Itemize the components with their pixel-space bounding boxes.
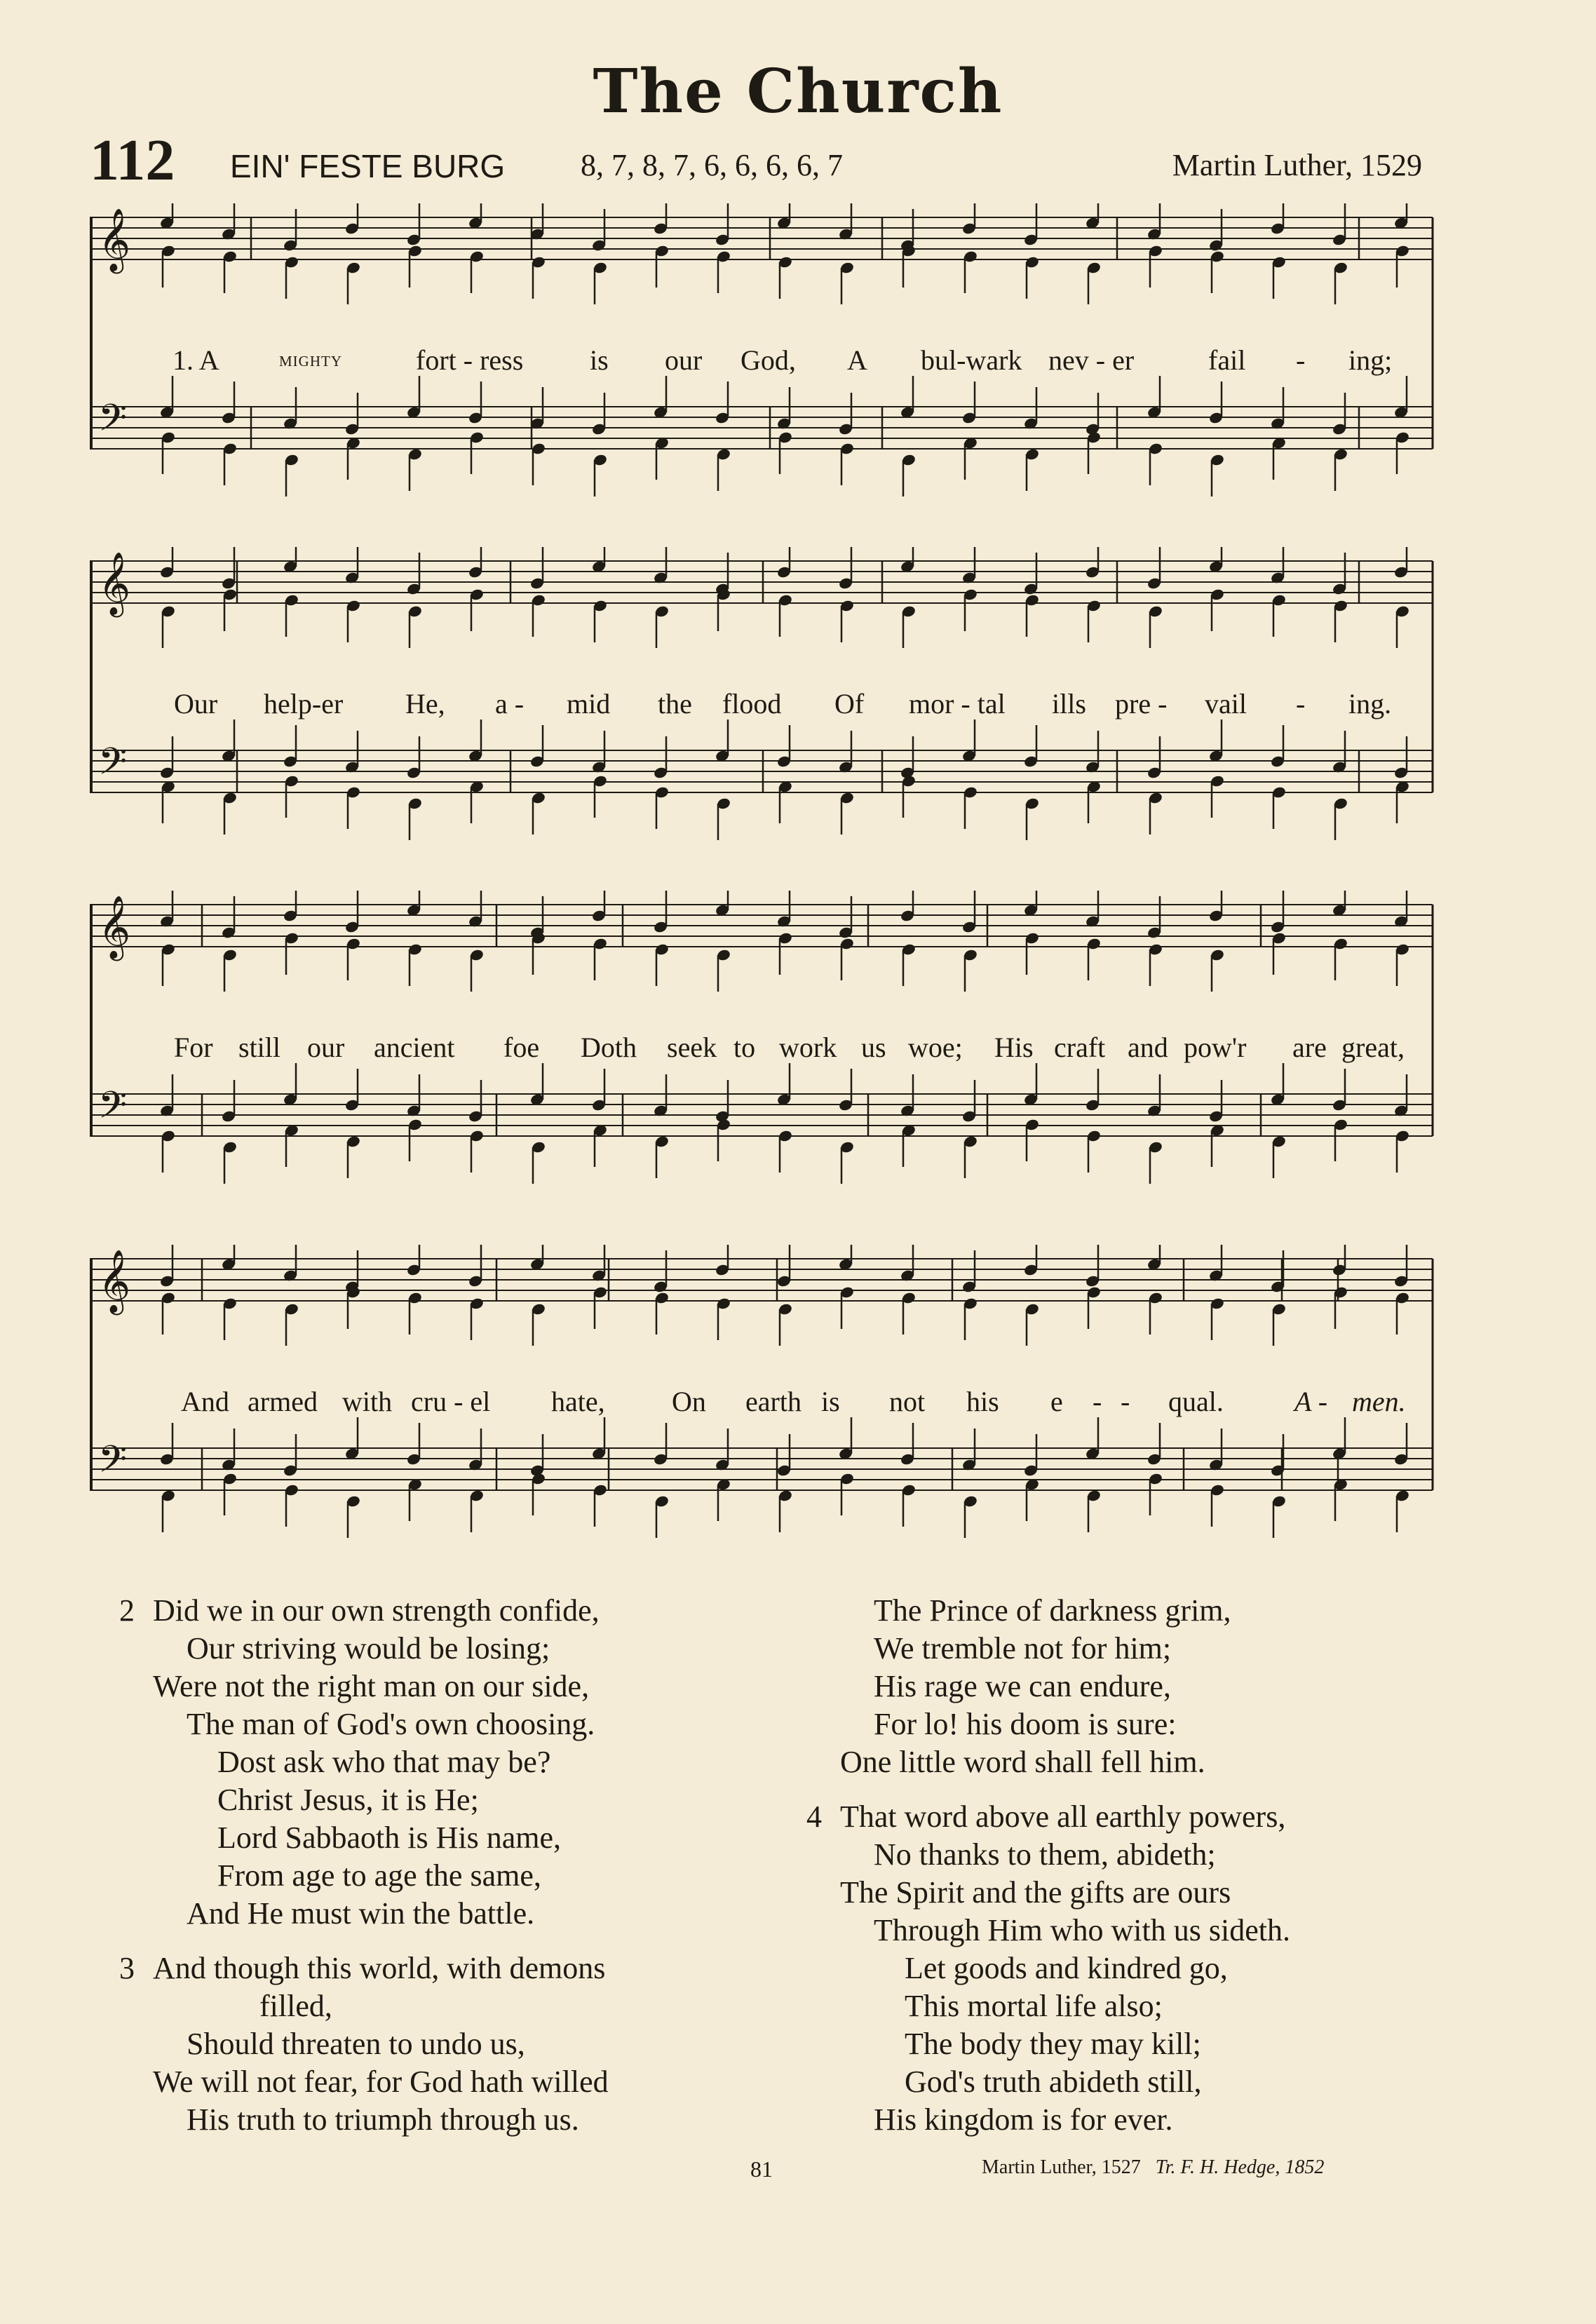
lyric-line-4	[90, 1385, 1436, 1424]
verse-line: And though this world, with demons	[153, 1951, 606, 1985]
lyric-word: and	[1128, 1032, 1168, 1063]
lyric-word: fail	[1208, 344, 1246, 376]
verse-number: 4	[806, 1799, 822, 1834]
lyric-word: us	[861, 1032, 886, 1063]
bass-clef-icon: 𝄢	[98, 1084, 128, 1136]
bass-clef-icon: 𝄢	[98, 397, 128, 449]
lyric-word: pre -	[1115, 688, 1168, 720]
bass-clef-icon: 𝄢	[98, 1438, 128, 1490]
page-number: 81	[750, 2156, 773, 2182]
verse-line: Christ Jesus, it is He;	[217, 1783, 479, 1817]
lyric-word: God,	[740, 344, 796, 376]
credit-translator: Tr. F. H. Hedge, 1852	[1155, 2156, 1325, 2178]
verse-line: We will not fear, for God hath willed	[153, 2065, 609, 2099]
composer: Martin Luther, 1529	[1172, 148, 1422, 182]
treble-clef-icon: 𝄞	[98, 208, 131, 271]
verse-column-left	[119, 1592, 785, 2156]
verse-line: We tremble not for him;	[874, 1631, 1172, 1666]
lyric-word: with	[342, 1386, 393, 1417]
lyric-word: Of	[834, 688, 865, 720]
lyric-word: vail	[1205, 688, 1247, 720]
lyric-word: A	[847, 344, 867, 376]
bass-clef-icon: 𝄢	[98, 741, 128, 792]
verse-line: filled,	[259, 1989, 332, 2023]
verse-line: For lo! his doom is sure:	[874, 1707, 1177, 1741]
lyric-word: qual.	[1168, 1386, 1224, 1417]
verse-line: Our striving would be losing;	[187, 1631, 550, 1666]
lyric-word: flood	[722, 688, 782, 720]
verse-line: Dost ask who that may be?	[217, 1745, 551, 1779]
lyric-word: mighty	[279, 348, 342, 371]
lyric-word: armed	[248, 1386, 318, 1417]
lyric-word: Doth	[581, 1032, 637, 1063]
verse-line: His kingdom is for ever.	[874, 2102, 1173, 2137]
verse-line: And He must win the battle.	[187, 1896, 535, 1931]
lyric-word: is	[821, 1386, 840, 1417]
lyric-word: -	[1296, 688, 1306, 720]
lyric-word: Our	[174, 688, 218, 720]
tune-name: EIN' FESTE BURG	[230, 148, 506, 184]
verse-number: 2	[119, 1593, 135, 1628]
lyric-word: He,	[405, 688, 445, 720]
lyric-line-3	[90, 1031, 1436, 1070]
verse-line: The man of God's own choosing.	[187, 1707, 595, 1741]
verse-line: This mortal life also;	[905, 1989, 1163, 2023]
lyric-word: 1. A	[173, 344, 219, 376]
lyric-word: a -	[495, 688, 525, 720]
lyric-word: great,	[1341, 1032, 1405, 1063]
verse-line: From age to age the same,	[217, 1858, 541, 1893]
lyric-line-2	[90, 687, 1436, 727]
credit-author: Martin Luther, 1527	[982, 2156, 1141, 2178]
lyric-word: not	[889, 1386, 926, 1417]
lyric-word: foe	[503, 1032, 540, 1063]
lyric-word: His	[994, 1032, 1034, 1063]
lyric-word: -	[1296, 344, 1306, 376]
verse-line: The Spirit and the gifts are ours	[840, 1875, 1231, 1910]
verse-2	[119, 1592, 785, 1933]
hymn-number: 112	[90, 128, 175, 193]
lyric-word: help-er	[264, 688, 344, 720]
lyric-word: A -	[1294, 1386, 1328, 1417]
verse-line: That word above all earthly powers,	[840, 1799, 1286, 1834]
lyric-word: earth	[745, 1386, 802, 1417]
lyric-word: work	[779, 1032, 837, 1063]
lyric-word: pow'r	[1184, 1032, 1247, 1063]
verse-3-continued	[806, 1592, 1473, 1781]
verse-line: Lord Sabbaoth is His name,	[217, 1820, 562, 1855]
lyric-word: ing;	[1348, 344, 1393, 376]
meter: 8, 7, 8, 7, 6, 6, 6, 6, 7	[581, 148, 843, 182]
verse-line: Were not the right man on our side,	[153, 1669, 590, 1703]
lyric-word: the	[658, 688, 692, 720]
lyric-word: our	[307, 1032, 345, 1063]
verse-line: The Prince of darkness grim,	[874, 1593, 1231, 1628]
lyric-word: seek	[667, 1032, 717, 1063]
treble-clef-icon: 𝄞	[98, 552, 131, 615]
lyric-word: to	[733, 1032, 756, 1063]
lyric-word: are	[1292, 1032, 1327, 1063]
credits	[982, 2156, 1324, 2179]
lyric-word: our	[665, 344, 703, 376]
verse-line: His truth to triumph through us.	[187, 2102, 579, 2137]
lyric-word: e	[1050, 1386, 1063, 1417]
lyric-word: fort - ress	[416, 344, 524, 376]
lyric-word: his	[966, 1386, 999, 1417]
verse-text	[119, 1592, 1487, 2167]
lyric-word: ing.	[1348, 688, 1392, 720]
lyric-word: -	[1093, 1386, 1102, 1417]
lyric-word: hate,	[551, 1386, 605, 1417]
verse-4	[806, 1798, 1473, 2139]
lyric-word: And	[181, 1386, 229, 1417]
verse-line: God's truth abideth still,	[905, 2065, 1202, 2099]
verse-line: Did we in our own strength confide,	[153, 1593, 600, 1628]
lyric-word: For	[174, 1032, 213, 1063]
lyric-word: still	[238, 1032, 281, 1063]
lyric-line-1	[90, 344, 1436, 383]
music-system-3	[90, 891, 1436, 1213]
lyric-word: ancient	[374, 1032, 455, 1063]
music-system-4	[90, 1245, 1436, 1567]
verse-line: His rage we can endure,	[874, 1669, 1171, 1703]
page-heading: The Church	[593, 56, 1003, 127]
lyric-word: is	[590, 344, 609, 376]
verse-line: No thanks to them, abideth;	[874, 1837, 1216, 1872]
music-system-1	[90, 203, 1436, 526]
lyric-word: nev - er	[1048, 344, 1135, 376]
verse-number: 3	[119, 1951, 135, 1985]
lyric-word: bul-wark	[921, 344, 1022, 376]
verse-line: Let goods and kindred go,	[905, 1951, 1228, 1985]
treble-clef-icon: 𝄞	[98, 1250, 131, 1313]
verse-line: Should threaten to undo us,	[187, 2027, 525, 2061]
lyric-word: craft	[1054, 1032, 1106, 1063]
verse-column-right	[806, 1592, 1473, 2156]
hymn-header	[90, 126, 1422, 193]
lyric-word: woe;	[908, 1032, 963, 1063]
lyric-word: mid	[567, 688, 611, 720]
treble-clef-icon: 𝄞	[98, 896, 131, 959]
lyric-word: ills	[1052, 688, 1086, 720]
lyric-word: cru - el	[411, 1386, 491, 1417]
music-system-2	[90, 547, 1436, 870]
lyric-word: mor - tal	[909, 688, 1006, 720]
lyric-word: On	[672, 1386, 706, 1417]
verse-3	[119, 1950, 785, 2139]
verse-line: One little word shall fell him.	[840, 1745, 1205, 1779]
verse-line: Through Him who with us sideth.	[874, 1913, 1290, 1947]
lyric-word: men.	[1352, 1386, 1406, 1417]
lyric-word: -	[1121, 1386, 1130, 1417]
verse-line: The body they may kill;	[905, 2027, 1201, 2061]
